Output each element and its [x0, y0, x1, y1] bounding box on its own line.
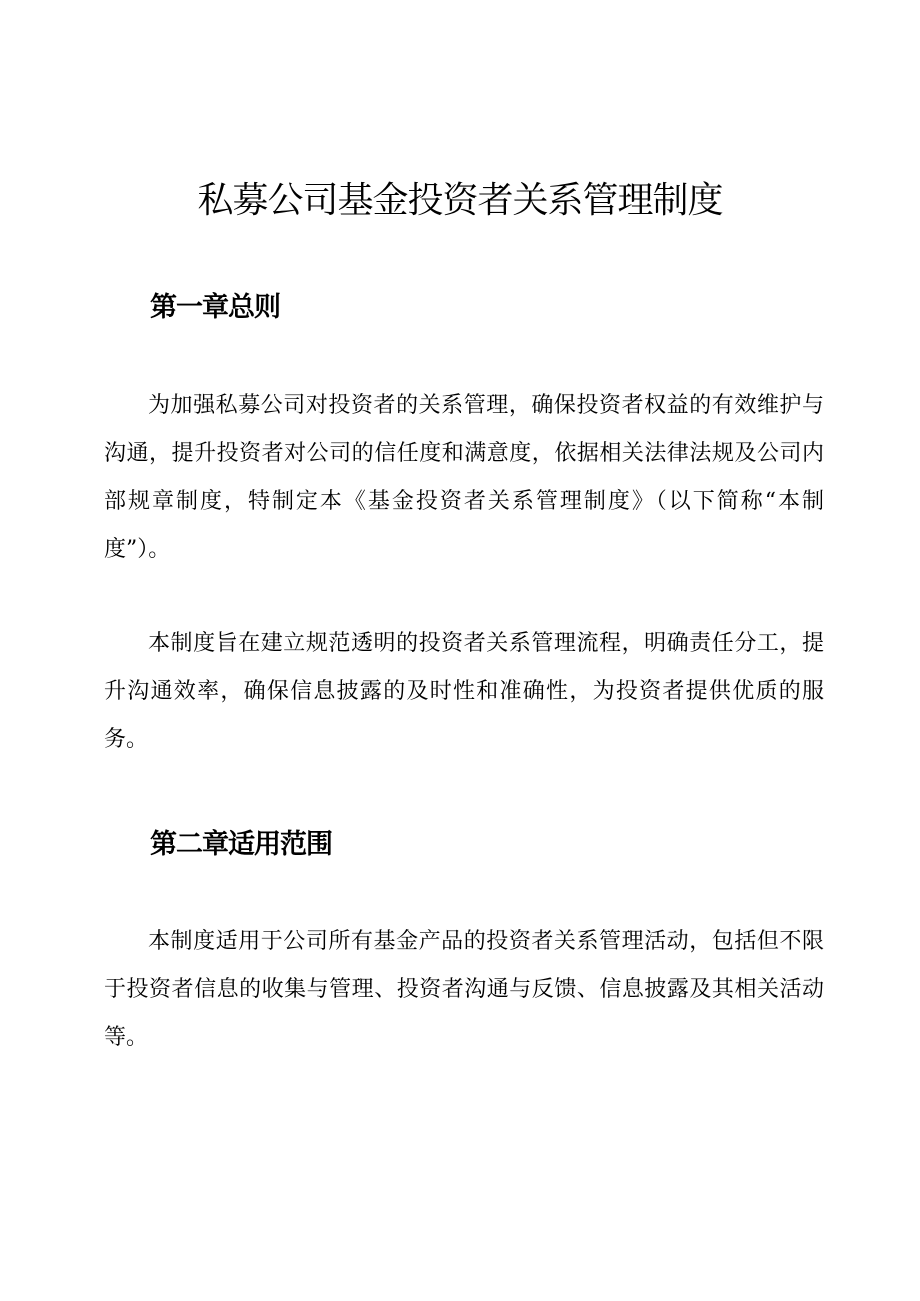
chapter-1-paragraph-2: 本制度旨在建立规范透明的投资者关系管理流程，明确责任分工，提升沟通效率，确保信息披露的及时性和准确性，为投资者提供优质的服务。: [104, 631, 824, 752]
chapter-2-heading: 第二章适用范围: [150, 829, 332, 860]
document-title: 私募公司基金投资者关系管理制度: [197, 180, 723, 221]
chapter-1-paragraph-1: 为加强私募公司对投资者的关系管理，确保投资者权益的有效维护与沟通，提升投资者对公司的信任度和满意度，依据相关法律法规及公司内部规章制度，特制定本《基金投资者关系管理制度》（以下简称“本制度”）。: [104, 393, 824, 562]
chapter-2-paragraph-1: 本制度适用于公司所有基金产品的投资者关系管理活动，包括但不限于投资者信息的收集与管理、投资者沟通与反馈、信息披露及其相关活动等。: [104, 929, 824, 1050]
chapter-1-heading: 第一章总则: [150, 292, 280, 323]
